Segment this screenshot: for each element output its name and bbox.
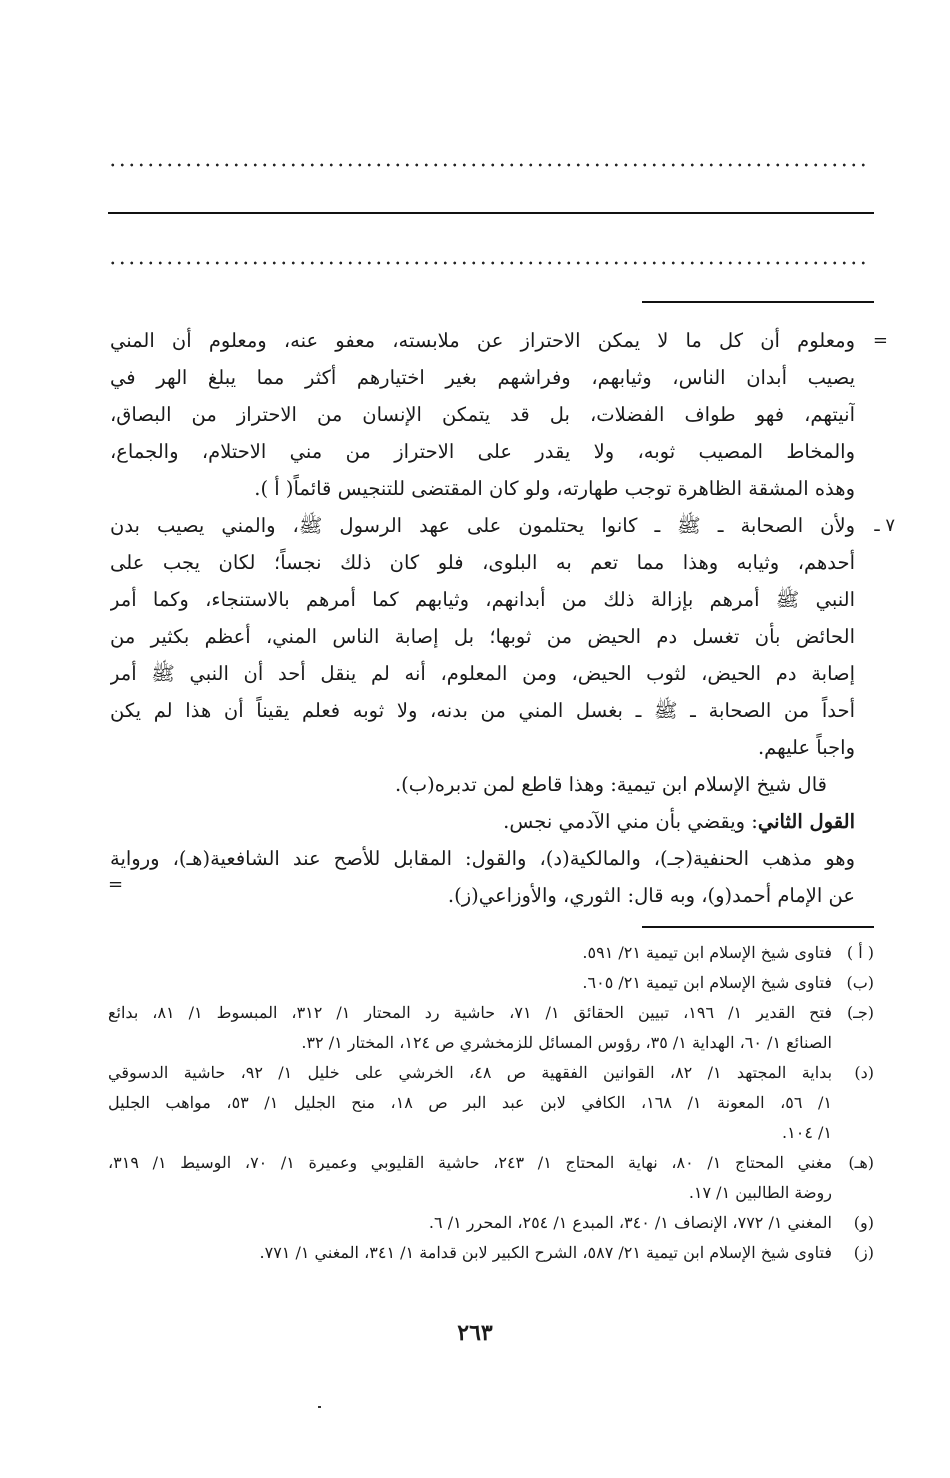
- footnote-text: [108, 1238, 832, 1268]
- footnote-w: [108, 1208, 874, 1238]
- body-line: أحداً من الصحابة ـ ﷺ ـ بغسل المني من بدنه، ولا ثوبه فعلم يقيناً أن هذا لم يكن: [110, 699, 855, 722]
- second-opinion-label: القول الثاني: [757, 810, 855, 833]
- footnote-label: (و): [853, 1213, 874, 1232]
- body-line: ومعلوم أن كل ما لا يمكن الاحتراز عن ملابسته، معفو عنه، ومعلوم أن المني: [110, 329, 855, 352]
- footnote-h: [108, 1148, 874, 1208]
- footnote-line: بداية المجتهد ١/ ٨٢، القوانين الفقهية ص ٤٨، الخرشي على خليل ١/ ٩٢، حاشية الدسوقي: [108, 1063, 832, 1082]
- footnote-line: الصنائع ١/ ٦٠، الهداية ١/ ٣٥، رؤوس المسائل للزمخشري ص ١٢٤، المختار ١/ ٣٢.: [301, 1033, 832, 1052]
- body-text: [110, 322, 855, 914]
- footnote-line: ١/ ٥٦، المعونة ١/ ١٦٨، الكافي لابن عبد البر ص ١٨، منح الجليل ١/ ٥٣، مواهب الجليل: [108, 1093, 832, 1112]
- footnote-label: (هـ): [848, 1153, 874, 1172]
- continuation-marker-top: =: [872, 330, 888, 351]
- footnote-line: فتاوى شيخ الإسلام ابن تيمية ٢١/ ٥٩١.: [582, 943, 832, 962]
- body-line: عن الإمام أحمد(و)، وبه قال: الثوري، والأوزاعي(ز).: [447, 884, 855, 907]
- page-number: ٢٦٣: [457, 1320, 493, 1346]
- body-line: النبي ﷺ أمرهم بإزالة ذلك من أبدانهم، وثيابهم كما أمرهم بالاستنجاء، وكما أمر: [110, 588, 855, 611]
- second-opinion-text: : ويقضي بأن مني الآدمي نجس.: [503, 810, 758, 833]
- body-line: والمخاط المصيب ثوبه، ولا يقدر على الاحتراز من مني الاحتلام، والجماع،: [110, 440, 855, 463]
- footnote-line: فتاوى شيخ الإسلام ابن تيمية ٢١/ ٦٠٥.: [582, 973, 832, 992]
- footnote-line: المغني ١/ ٧٧٢، الإنصاف ١/ ٣٤٠، المبدع ١/ ٢٥٤، المحرر ١/ ٦.: [428, 1213, 832, 1232]
- body-line: إصابة دم الحيض، لثوب الحيض، ومن المعلوم، أنه لم ينقل أحد أن النبي ﷺ أمر: [110, 662, 855, 685]
- footnote-label: (ز): [853, 1243, 874, 1262]
- footnote-text: [108, 968, 832, 998]
- footnote-text: [108, 1148, 832, 1208]
- footnote-b: [108, 968, 874, 998]
- footnote-text: [108, 1208, 832, 1238]
- short-rule: [642, 301, 874, 303]
- footnote-line: فتح القدير ١/ ١٩٦، تبيين الحقائق ١/ ٧١، حاشية رد المحتار ١/ ٣١٢، المبسوط ١/ ٨١، بدائع: [108, 1003, 832, 1022]
- second-opinion-line: [110, 803, 855, 840]
- footnote-label: ( أ ): [846, 943, 874, 962]
- dotted-line-2: [108, 256, 868, 270]
- footnote-line: ١/ ١٠٤.: [782, 1123, 832, 1142]
- footnote-line: روضة الطالبين ١/ ١٧.: [688, 1183, 832, 1202]
- body-line: أحدهم، وثيابه وهذا مما تعم به البلوى، فلو كان ذلك نجساً؛ لكان يجب على: [110, 551, 855, 574]
- body-line: يصيب أبدان الناس، وثيابهم، وفراشهم بغير اختيارهم أكثر مما يبلغ الهر في: [110, 366, 855, 389]
- stray-mark: [318, 1406, 321, 1408]
- continuation-marker-bottom: =: [108, 874, 124, 895]
- horizontal-rule: [108, 212, 874, 214]
- footnote-label: (جـ): [846, 1003, 874, 1022]
- footnote-a: [108, 938, 874, 968]
- body-line: الحائض بأن تغسل دم الحيض من ثوبها؛ بل إصابة الناس المني، أعظم بكثير من: [110, 625, 855, 648]
- footnote-label: (د): [854, 1063, 874, 1082]
- footnote-d: [108, 1058, 874, 1148]
- footnote-line: مغني المحتاج ١/ ٨٠، نهاية المحتاج ١/ ٢٤٣، حاشية القليوبي وعميرة ١/ ٧٠، الوسيط ١/ ٣١٩،: [108, 1153, 832, 1172]
- footnote-text: [108, 938, 832, 968]
- footnotes: [108, 938, 874, 1268]
- body-line: وهذه المشقة الظاهرة توجب طهارته، ولو كان المقتضى للتنجيس قائماً( أ ).: [254, 477, 855, 500]
- body-line: واجباً عليهم.: [757, 736, 855, 759]
- body-line: قال شيخ الإسلام ابن تيمية: وهذا قاطع لمن تدبره(ب).: [394, 773, 827, 796]
- footnote-line: فتاوى شيخ الإسلام ابن تيمية ٢١/ ٥٨٧، الشرح الكبير لابن قدامة ١/ ٣٤١، المغني ١/ ٧٧١.: [259, 1243, 832, 1262]
- footnote-text: [108, 1058, 832, 1148]
- footnote-z: [108, 1238, 874, 1268]
- body-line: ولأن الصحابة ـ ﷺ ـ كانوا يحتلمون على عهد الرسول ﷺ، والمني يصيب بدن: [110, 514, 855, 537]
- footnote-separator: [642, 926, 874, 928]
- footnote-text: [108, 998, 832, 1058]
- footnote-j: [108, 998, 874, 1058]
- footnote-label: (ب): [846, 973, 874, 992]
- dotted-line-1: [108, 158, 868, 172]
- body-line: وهو مذهب الحنفية(جـ)، والمالكية(د)، والقول: المقابل للأصح عند الشافعية(هـ)، ورواية: [110, 847, 855, 870]
- item-number-7: ٧ ـ: [874, 515, 895, 536]
- body-line: آنيتهم، فهو طواف الفضلات، بل قد يتمكن الإنسان من الاحتراز من البصاق،: [110, 403, 855, 426]
